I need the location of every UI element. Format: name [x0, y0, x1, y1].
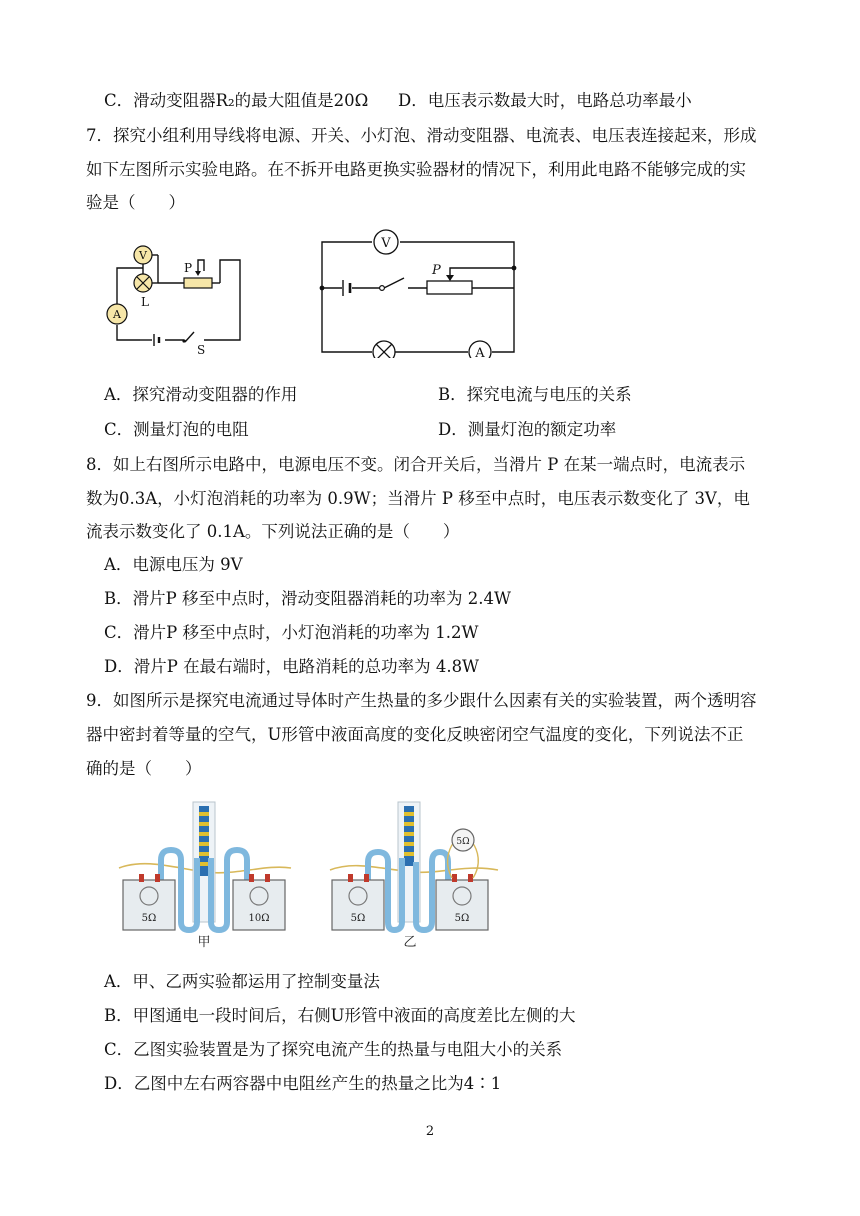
q8-stem-line-3: 流表示数变化了 0.1A。下列说法正确的是（ ） [86, 522, 460, 541]
q8-stem-line-2: 数为0.3A，小灯泡消耗的功率为 0.9W；当滑片 P 移至中点时，电压表示数变化了 3V，电 [86, 489, 750, 508]
ammeter-label: A [475, 346, 485, 358]
q7-option-d: D．测量灯泡的额定功率 [438, 420, 617, 439]
voltmeter-label: V [139, 249, 147, 262]
rheostat-icon [427, 281, 472, 294]
ammeter-label: A [113, 308, 121, 321]
resistor-left-label: 5Ω [141, 913, 157, 924]
battery-icon [154, 334, 159, 346]
scale-ruler-icon [199, 806, 209, 876]
ammeter-icon [469, 341, 491, 358]
q7-option-b: B．探究电流与电压的关系 [438, 385, 632, 404]
q8-right-circuit-diagram [312, 228, 522, 358]
battery-icon [343, 280, 350, 296]
switch-icon [182, 339, 185, 342]
q8-option-a: A．电源电压为 9V [104, 555, 243, 574]
q7-option-c: C．测量灯泡的电阻 [104, 420, 249, 439]
q9-option-c: C．乙图实验装置是为了探究电流产生的热量与电阻大小的关系 [104, 1040, 563, 1059]
switch-icon [380, 286, 385, 291]
slider-label: P [184, 261, 193, 275]
apparatus-jia-diagram [115, 798, 293, 950]
switch-label: S [197, 343, 206, 357]
junction-dot [512, 266, 517, 271]
q9-stem-line-3: 确的是（ ） [86, 759, 202, 778]
external-resistor-icon [452, 829, 474, 851]
ammeter-icon [107, 304, 127, 324]
q7-left-circuit-diagram [100, 238, 250, 362]
resistor-parallel-label: 5Ω [456, 837, 470, 847]
q9-option-a: A．甲、乙两实验都运用了控制变量法 [104, 972, 380, 991]
q7-option-a: A．探究滑动变阻器的作用 [104, 385, 298, 404]
voltmeter-icon [134, 246, 152, 264]
lamp-icon [373, 341, 395, 358]
q9-option-d: D．乙图中左右两容器中电阻丝产生的热量之比为4∶1 [104, 1074, 502, 1093]
apparatus-yi-diagram [326, 798, 502, 950]
q9-option-b: B．甲图通电一段时间后，右侧U形管中液面的高度差比左侧的大 [104, 1006, 576, 1025]
scale-ruler-icon [404, 806, 414, 866]
lamp-icon [134, 274, 152, 292]
slider-arrow-icon [446, 275, 454, 281]
slider-arrow-icon [195, 271, 201, 276]
q9-stem-line-1: 9．如图所示是探究电流通过导体时产生热量的多少跟什么因素有关的实验装置，两个透明容 [86, 691, 757, 710]
q7-stem-line-1: 7．探究小组利用导线将电源、开关、小灯泡、滑动变阻器、电流表、电压表连接起来，形成 [86, 126, 757, 145]
page-number: 2 [425, 1124, 435, 1139]
q8-option-d: D．滑片P 在最右端时，电路消耗的总功率为 4.8W [104, 657, 480, 676]
figure-caption-yi: 乙 [403, 935, 417, 950]
q8-option-b: B．滑片P 移至中点时，滑动变阻器消耗的功率为 2.4W [104, 589, 511, 608]
voltmeter-label: V [381, 236, 391, 251]
q7-stem-line-3: 验是（ ） [86, 193, 185, 212]
q8-stem-line-1: 8．如上右图所示电路中，电源电压不变。闭合开关后，当滑片 P 在某一端点时，电流表示 [86, 455, 746, 474]
figure-caption-jia: 甲 [197, 935, 211, 950]
junction-dot [320, 286, 325, 291]
lamp-label: L [141, 295, 149, 309]
q7-stem-line-2: 如下左图所示实验电路。在不拆开电路更换实验器材的情况下，利用此电路不能够完成的实 [86, 160, 746, 179]
resistor-right-label: 10Ω [248, 913, 270, 924]
q9-stem-line-2: 器中密封着等量的空气，U形管中液面高度的变化反映密闭空气温度的变化，下列说法不正 [86, 725, 744, 744]
prev-option-c: C．滑动变阻器R₂的最大阻值是20Ω [104, 91, 369, 110]
prev-option-d: D．电压表示数最大时，电路总功率最小 [398, 91, 692, 110]
rheostat-icon [184, 278, 212, 288]
voltmeter-icon [374, 230, 398, 254]
slider-label: P [432, 263, 441, 278]
q8-option-c: C．滑片P 移至中点时，小灯泡消耗的功率为 1.2W [104, 623, 479, 642]
resistor-right-label: 5Ω [454, 913, 470, 924]
resistor-left-label: 5Ω [350, 913, 366, 924]
